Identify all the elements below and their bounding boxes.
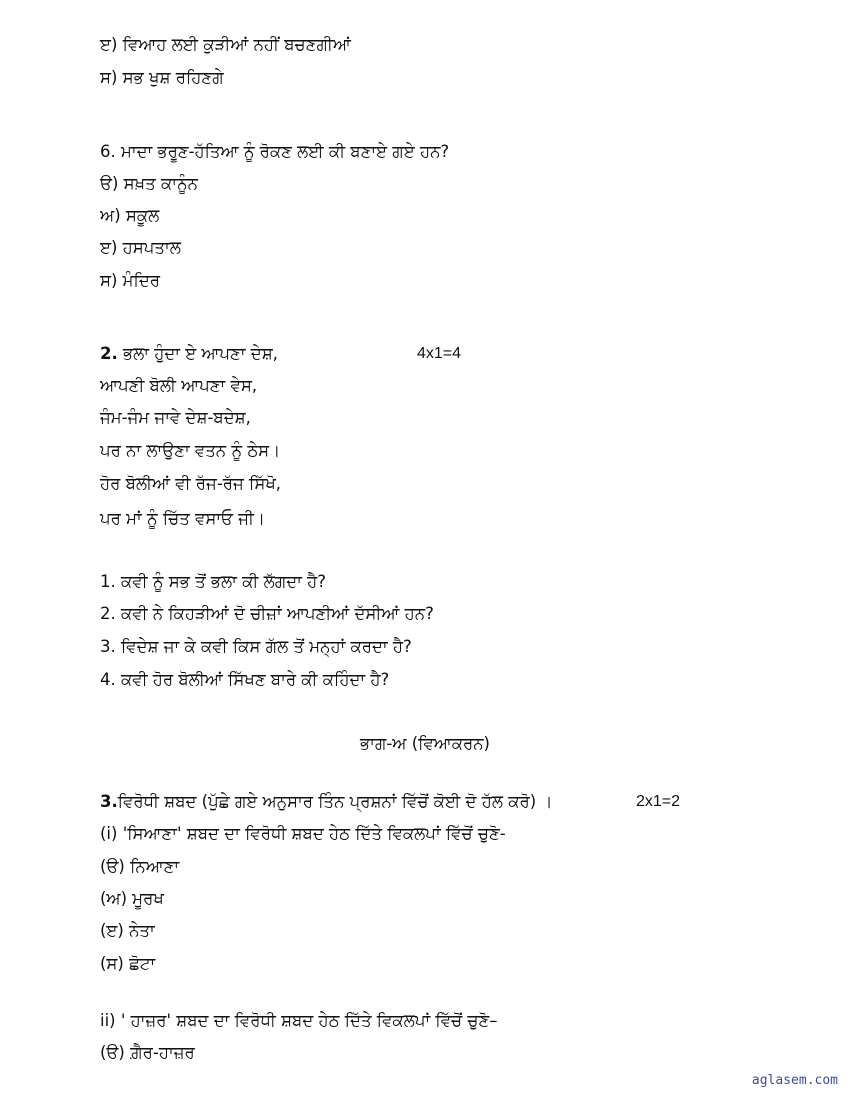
q3-sub-i-option-a: (ੳ) ਨਿਆਣਾ <box>100 857 180 876</box>
q2-poem-line: ਹੋਰ ਬੋਲੀਆਂ ਵੀ ਰੱਜ-ਰੱਜ ਸਿੱਖੋ, <box>100 474 282 493</box>
q2-poem-line: ਆਪਣੀ ਬੋਲੀ ਆਪਣਾ ਵੇਸ, <box>100 376 258 395</box>
q2-subquestion-4: 4. ਕਵੀ ਹੋਰ ਬੋਲੀਆਂ ਸਿੱਖਣ ਬਾਰੇ ਕੀ ਕਹਿੰਦਾ ਹੈ? <box>100 670 390 689</box>
q3-sub-ii-question: ii) ' ਹਾਜ਼ਰ' ਸ਼ਬਦ ਦਾ ਵਿਰੋਧੀ ਸ਼ਬਦ ਹੇਠ ਦਿੱਤੇ ਵਿਕਲਪਾਂ ਵਿੱਚੋਂ ਚੁਣੋ– <box>100 1011 498 1030</box>
q3-sub-ii-option-a: (ੳ) ਗ਼ੈਰ-ਹਾਜ਼ਰ <box>100 1043 195 1062</box>
q2-marks: 4x1=4 <box>417 345 462 362</box>
q6-option-a: ੳ) ਸਖ਼ਤ ਕਾਨੂੰਨ <box>100 174 198 193</box>
section-heading: ਭਾਗ-ਅ (ਵਿਆਕਰਨ) <box>360 734 490 753</box>
q1-option-c: ੲ) ਵਿਆਹ ਲਈ ਕੁੜੀਆਂ ਨਹੀਂ ਬਚਣਗੀਆਂ <box>100 35 351 54</box>
q3-instruction: ਵਿਰੋਧੀ ਸ਼ਬਦ (ਪੁੱਛੇ ਗਏ ਅਨੁਸਾਰ ਤਿੰਨ ਪ੍ਰਸ਼ਨਾਂ ਵਿੱਚੋਂ ਕੋਈ ਦੋ ਹੱਲ ਕਰੋ) । <box>117 792 553 811</box>
q1-option-d: ਸ) ਸਭ ਖੁਸ਼ ਰਹਿਣਗੇ <box>100 68 224 87</box>
q2-poem-line: ਪਰ ਮਾਂ ਨੂੰ ਚਿੱਤ ਵਸਾਓ ਜੀ। <box>100 509 266 528</box>
q2-subquestion-1: 1. ਕਵੀ ਨੂੰ ਸਭ ਤੋਂ ਭਲਾ ਕੀ ਲੱਗਦਾ ਹੈ? <box>100 572 327 591</box>
q2-first-line <box>100 343 278 365</box>
q3-instruction-line <box>100 791 553 813</box>
q3-number: 3. <box>100 792 118 811</box>
q2-first-line-text: ਭਲਾ ਹੁੰਦਾ ਏ ਆਪਣਾ ਦੇਸ਼, <box>123 344 278 363</box>
q3-sub-i-option-d: (ਸ) ਛੋਟਾ <box>100 954 156 973</box>
q3-sub-i-question: (i) 'ਸਿਆਣਾ' ਸ਼ਬਦ ਦਾ ਵਿਰੋਧੀ ਸ਼ਬਦ ਹੇਠ ਦਿੱਤੇ ਵਿਕਲਪਾਂ ਵਿੱਚੋਂ ਚੁਣੋ- <box>100 824 506 843</box>
q6-option-d: ਸ) ਮੰਦਿਰ <box>100 271 160 290</box>
q2-poem-line: ਪਰ ਨਾ ਲਾਉਣਾ ਵਤਨ ਨੂੰ ਠੇਸ। <box>100 441 281 460</box>
q3-sub-i-option-b: (ਅ) ਮੂਰਖ <box>100 889 164 908</box>
q3-sub-i-option-c: (ੲ) ਨੇਤਾ <box>100 921 155 940</box>
q2-number: 2. <box>100 344 118 363</box>
q2-poem-line: ਜੰਮ-ਜੰਮ ਜਾਵੇ ਦੇਸ਼-ਬਦੇਸ਼, <box>100 408 251 427</box>
q2-subquestion-2: 2. ਕਵੀ ਨੇ ਕਿਹੜੀਆਂ ਦੋ ਚੀਜ਼ਾਂ ਆਪਣੀਆਂ ਦੱਸੀਆਂ ਹਨ? <box>100 604 434 623</box>
q6-question: 6. ਮਾਦਾ ਭਰੂਣ-ਹੱਤਿਆ ਨੂੰ ਰੋਕਣ ਲਈ ਕੀ ਬਣਾਏ ਗਏ ਹਨ? <box>100 142 450 161</box>
q6-option-c: ੲ) ਹਸਪਤਾਲ <box>100 238 181 257</box>
q6-option-b: ਅ) ਸਕੂਲ <box>100 206 160 225</box>
watermark-text: aglasem.com <box>751 1073 838 1088</box>
q2-subquestion-3: 3. ਵਿਦੇਸ਼ ਜਾ ਕੇ ਕਵੀ ਕਿਸ ਗੱਲ ਤੋਂ ਮਨ੍ਹਾਂ ਕਰਦਾ ਹੈ? <box>100 637 412 656</box>
q3-marks: 2x1=2 <box>636 793 681 810</box>
